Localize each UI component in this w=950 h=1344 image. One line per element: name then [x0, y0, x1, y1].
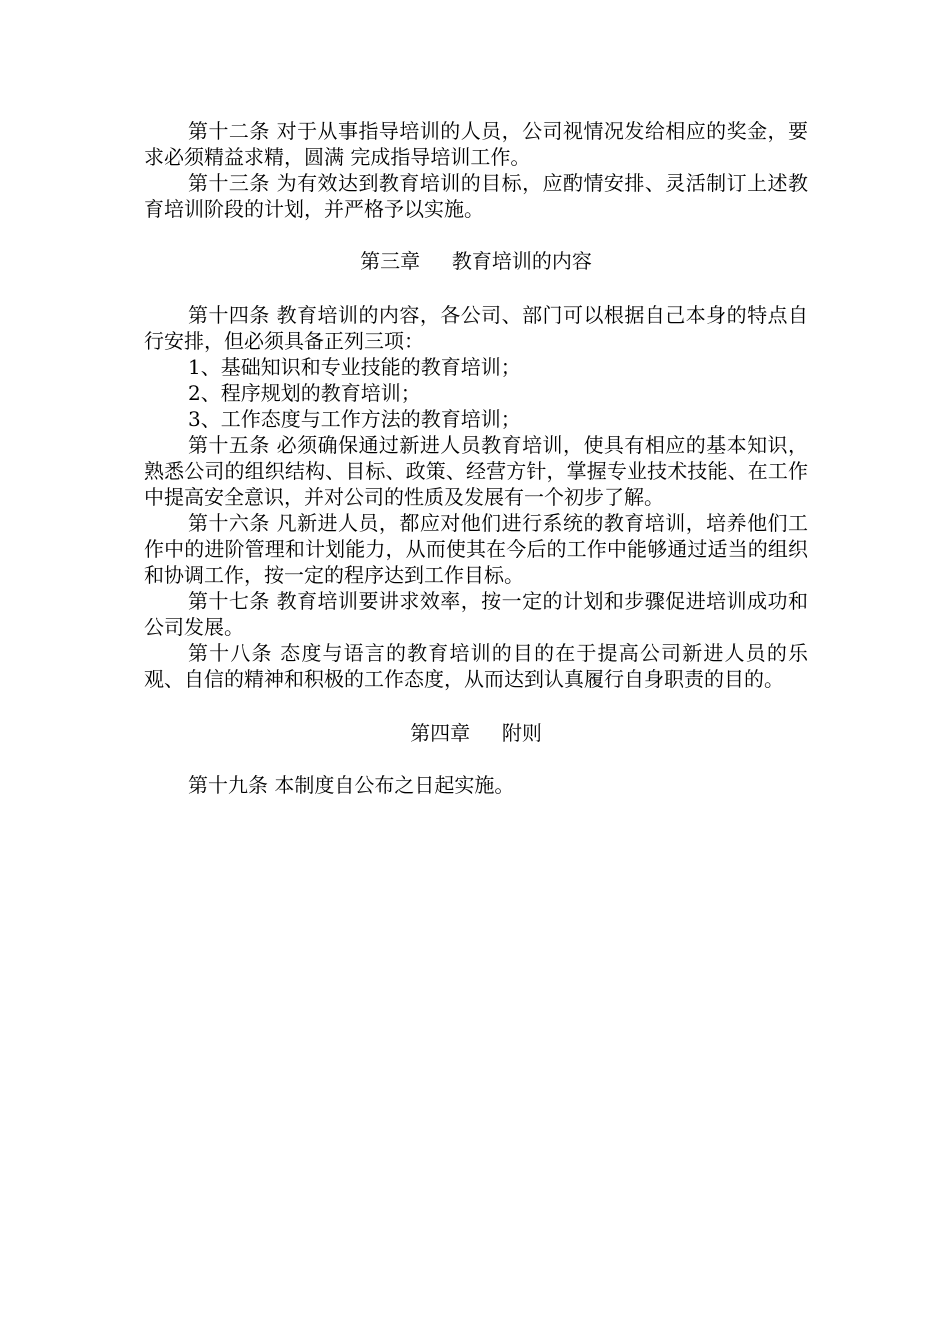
article-15: 第十五条 必须确保通过新进人员教育培训，使具有相应的基本知识，熟悉公司的组织结构、目标、政策、经营方针，掌握专业技术技能、在工作中提高安全意识，并对公司的性质及发展有一个初步了解。: [144, 433, 808, 509]
list-item-1: 1、基础知识和专业技能的教育培训；: [188, 355, 521, 379]
list-item-2: 2、程序规划的教育培训；: [188, 381, 421, 405]
article-19: 第十九条 本制度自公布之日起实施。: [188, 773, 515, 797]
list-item-3: 3、工作态度与工作方法的教育培训；: [188, 407, 521, 431]
article-17: 第十七条 教育培训要讲求效率，按一定的计划和步骤促进培训成功和公司发展。: [144, 589, 808, 639]
article-12: 第十二条 对于从事指导培训的人员，公司视情况发给相应的奖金，要求必须精益求精，圆满 完成指导培训工作。: [144, 119, 808, 169]
article-18: 第十八条 态度与语言的教育培训的目的在于提高公司新进人员的乐观、自信的精神和积极的工作态度，从而达到认真履行自身职责的目的。: [144, 641, 808, 691]
article-13: 第十三条 为有效达到教育培训的目标，应酌情安排、灵活制订上述教育培训阶段的计划，并严格予以实施。: [144, 171, 808, 221]
article-14: 第十四条 教育培训的内容，各公司、部门可以根据自己本身的特点自行安排，但必须具备正列三项：: [144, 303, 808, 353]
chapter-3-heading: 第三章 教育培训的内容: [360, 249, 592, 273]
document-page: [144, 118, 808, 798]
chapter-4-heading: 第四章 附则: [410, 721, 542, 745]
article-16: 第十六条 凡新进人员，都应对他们进行系统的教育培训，培养他们工作中的进阶管理和计划能力，从而使其在今后的工作中能够通过适当的组织和协调工作，按一定的程序达到工作目标。: [144, 511, 808, 587]
